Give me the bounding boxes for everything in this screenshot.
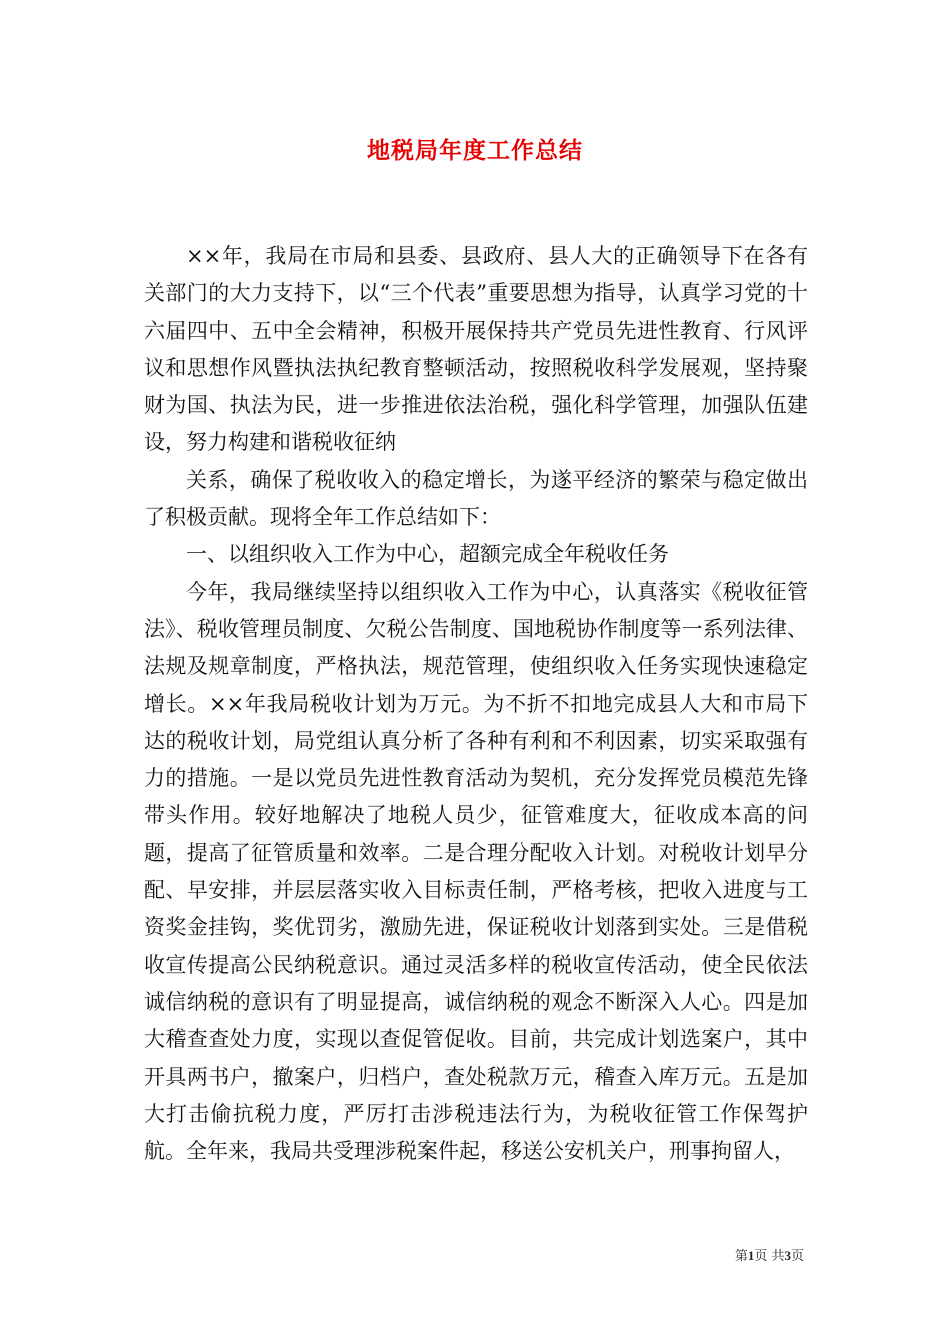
footer-prefix: 第 xyxy=(734,1249,748,1264)
footer-suffix: 页 xyxy=(790,1249,804,1264)
document-title: 地税局年度工作总结 xyxy=(367,137,583,164)
total-pages-number: 3 xyxy=(784,1248,791,1263)
paragraph: 关系，确保了税收收入的稳定增长，为遂平经济的繁荣与稳定做出了积极贡献。现将全年工作总结如下： xyxy=(144,467,808,530)
footer-middle: 页 共 xyxy=(754,1249,785,1264)
current-page-number: 1 xyxy=(747,1248,755,1263)
page-number-footer xyxy=(735,1245,804,1264)
document-body xyxy=(144,238,808,1170)
section-heading: 一、以组织收入工作为中心，超额完成全年税收任务 xyxy=(186,542,669,567)
paragraph: ××年，我局在市局和县委、县政府、县人大的正确领导下在各有关部门的大力支持下，以“三个代表”重要思想为指导，认真学习党的十六届四中、五中全会精神，积极开展保持共产党员先进性教育、行风评议和思想作风暨执法执纪教育整顿活动，按照税收科学发展观，坚持聚财为国、执法为民，进一步推进依法治税，强化科学管理，加强队伍建设，努力构建和谐税收征纳 xyxy=(144,244,808,455)
paragraph: 今年，我局继续坚持以组织收入工作为中心，认真落实《税收征管法》、税收管理员制度、欠税公告制度、国地税协作制度等一系列法律、法规及规章制度，严格执法，规范管理，使组织收入任务实现快速稳定增长。××年我局税收计划为万元。为不折不扣地完成县人大和市局下达的税收计划，局党组认真分析了各种有利和不利因素，切实采取强有力的措施。一是以党员先进性教育活动为契机，充分发挥党员模范先锋带头作用。较好地解决了地税人员少，征管难度大，征收成本高的问题，提高了征管质量和效率。二是合理分配收入计划。对税收计划早分配、早安排，并层层落实收入目标责任制，严格考核，把收入进度与工资奖金挂钩，奖优罚劣，激励先进，保证税收计划落到实处。三是借税收宣传提高公民纳税意识。通过灵活多样的税收宣传活动，使全民依法诚信纳税的意识有了明显提高，诚信纳税的观念不断深入人心。四是加大稽查查处力度，实现以查促管促收。目前，共完成计划选案户，其中开具两书户，撤案户，归档户，查处税款万元，稽查入库万元。五是加大打击偷抗税力度，严厉打击涉税违法行为，为税收征管工作保驾护航。全年来，我局共受理涉税案件起，移送公安机关户，刑事拘留人， xyxy=(144,579,808,1164)
